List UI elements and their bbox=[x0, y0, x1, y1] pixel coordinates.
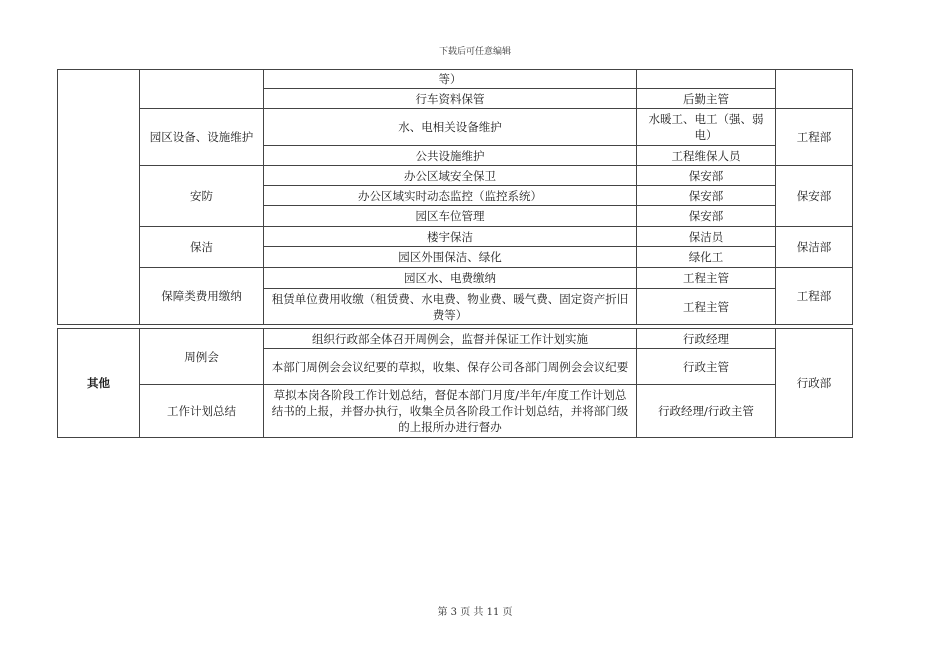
task-cell: 园区外围保洁、绿化 bbox=[264, 247, 637, 268]
task-cell: 楼宇保洁 bbox=[264, 227, 637, 247]
category-cell: 保洁 bbox=[140, 227, 264, 268]
page-header: 下载后可任意编辑 bbox=[438, 47, 511, 57]
task-cell: 租赁单位费用收缴（租赁费、水电费、物业费、暖气费、固定资产折旧费等） bbox=[264, 289, 637, 325]
task-cell: 办公区域实时动态监控（监控系统） bbox=[264, 186, 637, 206]
role-cell: 保安部 bbox=[637, 166, 776, 186]
role-cell: 保安部 bbox=[637, 206, 776, 227]
task-cell: 本部门周例会会议纪要的草拟，收集、保存公司各部门周例会会议纪要 bbox=[264, 349, 637, 385]
role-cell: 保安部 bbox=[637, 186, 776, 206]
dept-cell: 保洁部 bbox=[776, 227, 853, 268]
dept-cell: 行政部 bbox=[776, 329, 853, 438]
task-cell: 行车资料保管 bbox=[264, 89, 637, 109]
section-cell: 其他 bbox=[58, 329, 140, 438]
category-cell: 园区设备、设施维护 bbox=[140, 109, 264, 166]
role-cell: 工程主管 bbox=[637, 268, 776, 289]
role-cell: 后勤主管 bbox=[637, 89, 776, 109]
task-cell: 组织行政部全体召开周例会，监督并保证工作计划实施 bbox=[264, 329, 637, 349]
table-row bbox=[58, 268, 853, 289]
role-cell: 保洁员 bbox=[637, 227, 776, 247]
task-cell: 等） bbox=[264, 70, 637, 89]
table-row bbox=[58, 166, 853, 186]
role-cell: 行政主管 bbox=[637, 349, 776, 385]
role-cell-empty bbox=[637, 70, 776, 89]
task-cell: 水、电相关设备维护 bbox=[264, 109, 637, 146]
task-cell: 办公区域安全保卫 bbox=[264, 166, 637, 186]
dept-cell: 保安部 bbox=[776, 166, 853, 227]
task-cell: 公共设施维护 bbox=[264, 146, 637, 166]
role-cell: 行政经理 bbox=[637, 329, 776, 349]
task-cell: 园区水、电费缴纳 bbox=[264, 268, 637, 289]
role-cell: 水暖工、电工（强、弱电） bbox=[637, 109, 776, 146]
role-cell: 工程主管 bbox=[637, 289, 776, 325]
responsibility-table bbox=[57, 69, 853, 325]
task-cell: 草拟本岗各阶段工作计划总结，督促本部门月度/半年/年度工作计划总结书的上报，并督办执行，收集全员各阶段工作计划总结，并将部门级的上报所办进行督办 bbox=[264, 385, 637, 438]
dept-cell: 工程部 bbox=[776, 268, 853, 325]
other-section-table bbox=[57, 328, 853, 438]
role-cell: 工程维保人员 bbox=[637, 146, 776, 166]
table-row bbox=[58, 329, 853, 349]
category-cell-empty bbox=[140, 70, 264, 109]
task-cell: 园区车位管理 bbox=[264, 206, 637, 227]
table-row bbox=[58, 227, 853, 247]
table-row bbox=[58, 109, 853, 146]
category-cell: 周例会 bbox=[140, 329, 264, 385]
section-cell-empty bbox=[58, 70, 140, 325]
table-row bbox=[58, 70, 853, 89]
dept-cell: 工程部 bbox=[776, 109, 853, 166]
page-footer: 第 3 页 共 11 页 bbox=[437, 607, 513, 618]
category-cell: 工作计划总结 bbox=[140, 385, 264, 438]
category-cell: 保障类费用缴纳 bbox=[140, 268, 264, 325]
role-cell: 行政经理/行政主管 bbox=[637, 385, 776, 438]
dept-cell-empty bbox=[776, 70, 853, 109]
table-row bbox=[58, 385, 853, 438]
role-cell: 绿化工 bbox=[637, 247, 776, 268]
category-cell: 安防 bbox=[140, 166, 264, 227]
